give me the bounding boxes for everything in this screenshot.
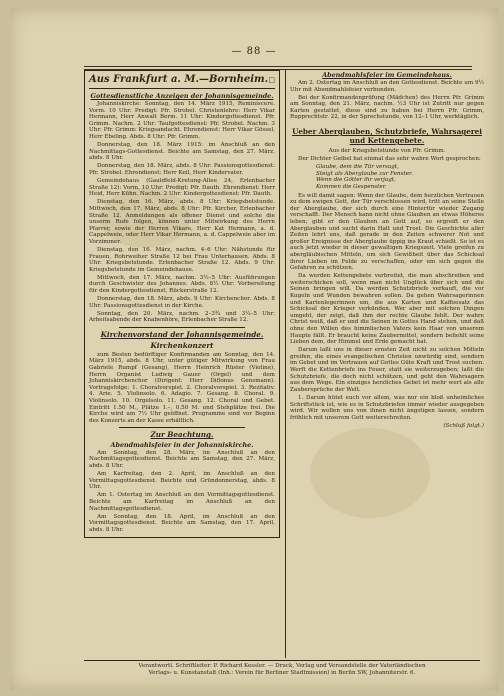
- article-paragraph: 1. Darum hütet euch vor allem, was nur ein bloß unheimliches Schriftstück ist, wie es in Schutzbriefen immer wieder ausgegeben wird. Wir wollen uns von ihnen nicht ängstigen lassen, sondern fröhlich mit unserem Gott weiterschreiten.: [290, 394, 484, 421]
- article-paragraph: Darum laßt uns in dieser ernsten Zeit nicht zu solchen Mitteln greifen, die eines evangelischen Christen unwürdig sind, sondern im Gebet und im Vertrauen auf Gottes Güte Kraft und Trost suchen. Werft die Kettenbriefe ins Feuer, statt sie weiterzugeben; laßt die Schutzbriefe, die doch nicht schützen, und geht den Wahrsagern aus dem Wege. Ein einziges herzliches Gebet ist mehr wert als alle Zaubersprüche der Welt.: [290, 347, 484, 393]
- article-paragraph: Es will damit sagen: Wenn der Glaube, dem herzlichen Vertrauen zu dem ewigen Gott, der Tür verschlossen wird, tritt an seine Stelle der Aberglaube, der sich durch eine Hintertür wieder Zugang verschafft. Der Mensch kann nicht ohne Glauben an etwas Höheres leben; gibt er den Glauben an Gott auf, so ergreift er den Aberglauben und sucht darin Halt und Trost. Die Geschichte aller Zeiten lehrt uns, daß gerade in den Zeiten schwerer Not und großer Ereignisse der Aberglaube üppig ins Kraut schießt. So ist es auch jetzt wieder in dieser gewaltigen Kriegszeit. Viele greifen zu abergläubischen Mitteln, um sich Gewißheit über das Schicksal ihrer Lieben im Felde zu verschaffen, oder um sich gegen die Gefahren zu schützen.: [290, 192, 484, 272]
- service-paragraph: Johanniskirche: Sonntag, den 14. März 1915, Reminiscere. Vorm. 10 Uhr: Predigt: Pfr. Strobel. Christenlehre: Herr Vikar Hermann, Herr Anwalt Berm. 11 Uhr: Kindergottesdienst. Pfr. Grimm. Nachm. 2 Uhr: Taufgottesdienst: Pfr. Strobel. Nachm. 3 Uhr: Pfr. Grimm: Kriegsandacht. Ehrendienst: Herr Vikar Gössel, Herr Ebeling. Abds. 8 Uhr: Pfr. Grimm.: [89, 101, 275, 140]
- beachtung-paragraph: Am Karfreitag, den 2. April, im Anschluß an den Vormittagsgottesdienst. Beichte und Gründonnerstag, abds. 8 Uhr.: [89, 471, 275, 491]
- beachtung-paragraph: Am Sonntag, den 28. März, im Anschluß an den Nachmittagsgottesdienst. Beichte am Samstag, den 27. März, abds. 8 Uhr.: [89, 449, 275, 469]
- gemeindehaus-paragraph: Am 2. Ostertag im Anschluß an den Gottesdienst. Beichte um 9½ Uhr mit Abendmahlsfeier verbunden.: [290, 80, 484, 93]
- concert-heading: Kirchenvorstand der Johannisgemeinde.: [100, 330, 264, 339]
- imprint-line: Verantwortl. Schriftleiter: P. Richard Kessler. — Druck, Verlag und Versandstelle der Vaterländischen: [138, 663, 426, 669]
- imprint-line: Verlags- u. Kunstanstalt (Inh.: Verein für Berliner Stadtmission) in Berlin SW, Johanniterstr. 6.: [148, 670, 416, 676]
- left-column: [84, 70, 280, 658]
- article-paragraph: Da werden Kettengebete verbreitet, die man abschreiben und weiterschicken soll, wenn man nicht Unglück über sich und die Seinen bringen will. Da werden Schutzbriefe verkauft, die vor Kugeln und Wunden bewahren sollen. Da gehen Wahrsagerinnen und Kartenlegerinnen um, die aus Karten und Kaffeesatz das Schicksal der Krieger verkünden. Wer aber mit solchen Dingen umgeht, der zeigt, daß ihm der rechte Glaube fehlt. Der wahre Christ weiß, daß er und die Seinen in Gottes Hand stehen, und daß ohne den Willen des himmlischen Vaters kein Haar von unserem Haupte fällt. Er braucht keine Zaubermittel, sondern befiehlt seine Lieben dem, der Himmel und Erde gemacht hat.: [290, 273, 484, 346]
- right-column: [290, 70, 484, 658]
- article-closing: (Schluß folgt.): [443, 423, 484, 430]
- service-paragraph: Donnerstag, den 18. März, abds. 8 Uhr: Passionsgottesdienst: Pfr. Strobel. Ehrendienst: Herr Keil, Herr Kindervater.: [89, 163, 275, 176]
- service-paragraph: Gemeindehaus (Gauldfeld-Kretung-Allee 24, Erlenbacher Straße 12): Vorm. 10 Uhr: Predigt: Pfr. Dauth. Ehrendienst: Herr Heid, Herr Kühn. Nachm. 2 Uhr: Kindergottesdienst: Pfr. Dauth.: [89, 178, 275, 198]
- article-intro: Der Dichter Geibel hat einmal das sehr wahre Wort gesprochen:: [298, 156, 481, 163]
- imprint-footer: [84, 660, 480, 677]
- frankfurt-box: [84, 70, 280, 538]
- ornament-icon: □: [268, 75, 275, 84]
- verse-line: Kommen die Gespenster.: [316, 184, 387, 191]
- concert-paragraph: zum Besten bedürftiger Konfirmanden am Sonntag, den 14. März 1915, abds. 8 Uhr, unter gütiger Mitwirkung von Frau Gabriele Rumpf (Gesang), Herrn Heinrich Rüster (Violine), Herrn Organist Ludwig Gauer (Orgel) und dem Johanniskirchenchor (Dirigent: Herr Diflonus Gensmann). Vortragsfolge: 1. Choralvorspiel. 2. Choralvorspiel. 3. Rezitativ. 4. Arie. 5. Violinsolo. 6. Adagio. 7. Gesang. 8. Choral. 9. Violinsolo. 10. Orgelsolo. 11. Gesang. 12. Choral und Gebet. Eintritt 1.50 M., Plätze 1.–, 0.50 M. und Stehplätze frei. Die Kirche wird um 7½ Uhr geöffnet. Programme sind vor Beginn des Konzerts an der Kasse erhältlich.: [89, 351, 275, 424]
- service-paragraph: Mittwoch, den 17. März, nachm. 3½–5 Uhr: Ausführungen durch Geschwister des Johannes. Abds. 8½ Uhr: Vorbereitung für den Kindergottesdienst, Rückerstraße 12.: [89, 274, 275, 295]
- service-paragraph: Dienstag, den 16. März, abds. 8 Uhr: Kriegsbetstunde. Mittwoch, den 17. März, abds. 8 Uhr: Pfr. Kircher, Erlenbacher Straße 12. Anmeldungen als offener Dienst und solche die unserm Rufe folgen, können unter Mitwirkung des Herrn Pfarrer, sowie der Herren Vikare, Herr Kat Hermann, a. d. Cappelweie, oder Herr Vikar Hermann, a. d. Cappelweie aber im Vorzimmer.: [89, 199, 275, 245]
- frankfurt-box-title: [89, 74, 275, 89]
- beachtung-paragraph: Am Sonntag, den 18. April, im Anschluß an den Vormittagsgottesdienst. Beichte am Samstag, den 17. April, abds. 8 Uhr.: [89, 513, 275, 533]
- article-byline: Aus der Kriegsbetstunde von Pfr. Grimm.: [328, 148, 446, 155]
- verse-line: Glaube, dem die Tür versagt,: [316, 164, 399, 171]
- service-paragraph: Donnerstag, den 18. März, abds. 9 Uhr: Kirchenchor. Abds. 8 Uhr: Passionsgottesdienst in der Kirche.: [89, 296, 275, 309]
- newspaper-page: [10, 8, 498, 690]
- verse-line: Wenn die Götter ihr verjagt,: [316, 177, 396, 184]
- beachtung-subheading: Abendmahlsfeier in der Johanniskirche.: [110, 440, 254, 449]
- gemeindehaus-heading: Abendmahlsfeier im Gemeindehaus.: [322, 71, 452, 79]
- gemeindehaus-paragraph: Bei der Konfirmandenprüfung (Mädchen) des Herrn Pfr. Grimm am Sonntag, den 21. März, nachm. ½3 Uhr ist Zutritt nur gegen Karten gestattet, diese sind zu haben bei Herrn Pfr. Grimm, Rupprechtstr. 22, in der Sprechstunde, von 12–1 Uhr, werktäglich.: [290, 94, 484, 121]
- verse-line: Steigt als Aberglaube zur Fenster.: [316, 170, 413, 177]
- beachtung-paragraph: Am 1. Ostertag im Anschluß an den Vormittagsgottesdienst. Beichte am Karfreitag im Anschluß an den Nachmittagsgottesdienst.: [89, 492, 275, 512]
- service-paragraph: Sonntag, den 20. März, nachm. 2–3¾ und 3¼–5 Uhr: Arbeitsabende der Knabenhöre, Erlenbacher Straße 12.: [89, 310, 275, 324]
- concert-title: Kirchenkonzert: [150, 341, 214, 351]
- service-paragraph: Dienstag, den 16. März, nachm. 4–6 Uhr: Nähstunde für Frauen, Rohrweiher Straße 12 bei Frau Unterhausen. Abds. 8 Uhr: Kriegsbetstunde. Erlenbacher Straße 12. Abds. 9 Uhr: Kriegsbetstunde im Gemeindehause.: [89, 246, 275, 273]
- column-divider: [285, 70, 286, 658]
- page-number: — 88 —: [231, 46, 277, 57]
- service-paragraph: Donnerstag, den 18. März 1915: im Anschluß an den Nachmittags-Gottesdienst. Beichte am Samstag, den 27. März, abds. 8 Uhr.: [89, 142, 275, 162]
- frankfurt-title-text: Aus Frankfurt a. M.—Bornheim.: [89, 74, 269, 85]
- article-heading: Ueber Aberglauben, Schutzbriefe, Wahrsagerei und Kettengebete.: [292, 127, 482, 146]
- box-separator: [119, 427, 245, 428]
- services-subheading: Gottesdienstliche Anzeigen der Johannisgemeinde.: [90, 92, 274, 100]
- beachtung-heading: Zur Beachtung.: [150, 430, 214, 440]
- box-separator: [119, 327, 245, 328]
